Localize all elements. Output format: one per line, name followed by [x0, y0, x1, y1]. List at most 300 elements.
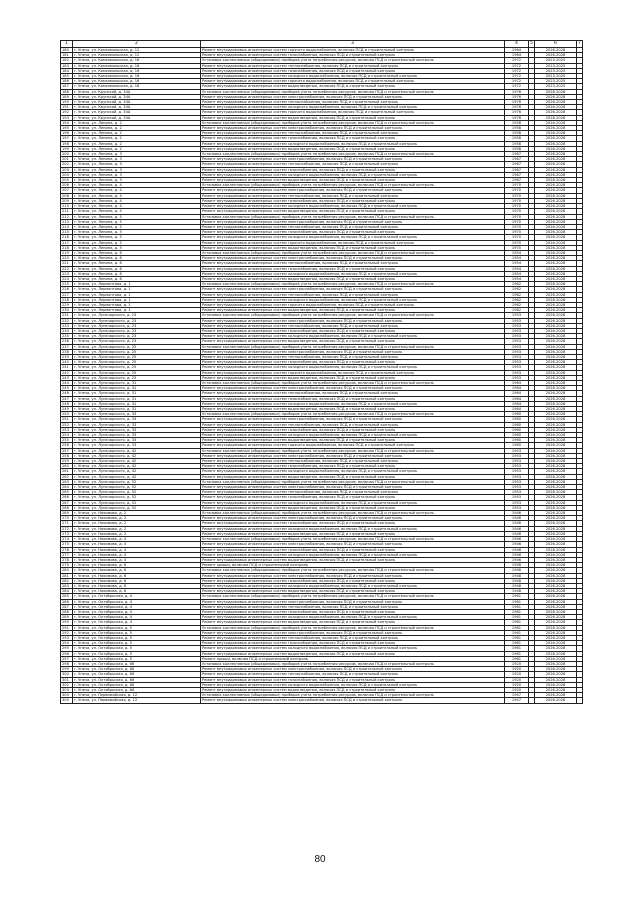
- address-cell: г. Унеча, ул. Луначарского, д. 52: [73, 485, 201, 490]
- year-built-cell: 1953: [505, 490, 529, 495]
- row-number-cell: 240: [61, 360, 73, 365]
- year-built-cell: 1964: [505, 381, 529, 386]
- address-cell: г. Унеча, ул. Ленина, д. 4: [73, 183, 201, 188]
- period-cell: 2026-2028: [535, 578, 577, 583]
- work-type-cell: Ремонт внутридомовых инженерных систем электроснабжения, включая ПСД и строительный контроль: [201, 386, 505, 391]
- period-cell: 2026-2028: [535, 302, 577, 307]
- address-cell: г. Унеча, ул. Ленина, д. 5: [73, 219, 201, 224]
- year-built-cell: 1960: [505, 433, 529, 438]
- address-cell: г. Унеча, ул. Луначарского, д. 42: [73, 459, 201, 464]
- work-type-cell: Ремонт внутридомовых инженерных систем теплоснабжения, включая ПСД и строительный контроль: [201, 261, 505, 266]
- year-built-cell: 1946: [505, 542, 529, 547]
- year-built-cell: 1970: [505, 183, 529, 188]
- row-number-cell: 225: [61, 282, 73, 287]
- period-cell: 2026-2028: [535, 339, 577, 344]
- address-cell: г. Унеча, ул. Ленина, д. 2: [73, 141, 201, 146]
- year-built-cell: 1960: [505, 443, 529, 448]
- year-built-cell: 1970: [505, 214, 529, 219]
- period-cell: 2026-2028: [535, 453, 577, 458]
- period-cell: 2026-2028: [535, 313, 577, 318]
- row-number-cell: 200: [61, 152, 73, 157]
- address-cell: г. Унеча, ул. Нахимова, д. 6: [73, 589, 201, 594]
- year-built-cell: 1953: [505, 370, 529, 375]
- year-built-cell: 1960: [505, 412, 529, 417]
- work-type-cell: Ремонт крыши, включая ПСД и строительный контроль: [201, 656, 505, 661]
- period-cell: 2026-2028: [535, 505, 577, 510]
- period-cell: 2026-2028: [535, 511, 577, 516]
- year-built-cell: 1967: [505, 157, 529, 162]
- address-cell: г. Унеча, ул. Луначарского, д. 23: [73, 323, 201, 328]
- work-type-cell: Ремонт внутридомовых инженерных систем водоотведения, включая ПСД и строительный контроль: [201, 407, 505, 412]
- address-cell: г. Унеча, ул. Луначарского, д. 52: [73, 495, 201, 500]
- address-cell: г. Унеча, ул. Крупской, д. 34А: [73, 115, 201, 120]
- period-cell: 2026-2028: [535, 235, 577, 240]
- year-built-cell: 1953: [505, 360, 529, 365]
- year-built-cell: 1920: [505, 682, 529, 687]
- row-number-cell: 244: [61, 381, 73, 386]
- address-cell: г. Унеча, ул. Луначарского, д. 42: [73, 474, 201, 479]
- row-number-cell: 279: [61, 563, 73, 568]
- work-type-cell: Установка коллективных (общедомовых) приборов учета потребления ресурсов, включая ПСД и строительный контроль: [201, 381, 505, 386]
- period-cell: 2026-2028: [535, 287, 577, 292]
- period-cell: 2026-2028: [535, 594, 577, 599]
- period-cell: 2026-2028: [535, 573, 577, 578]
- row-number-cell: 249: [61, 407, 73, 412]
- address-cell: г. Унеча, ул. Комсомольская, д. 16: [73, 58, 201, 63]
- period-cell: 2026-2028: [535, 282, 577, 287]
- row-number-cell: 299: [61, 667, 73, 672]
- year-built-cell: 1954: [505, 266, 529, 271]
- period-cell: 2026-2028: [535, 479, 577, 484]
- row-number-cell: 181: [61, 53, 73, 58]
- address-cell: г. Унеча, ул. Ленина, д. 2: [73, 126, 201, 131]
- period-cell: 2026-2028: [535, 516, 577, 521]
- row-number-cell: 234: [61, 328, 73, 333]
- row-number-cell: 198: [61, 141, 73, 146]
- year-built-cell: 1976: [505, 94, 529, 99]
- period-cell: 2026-2028: [535, 318, 577, 323]
- address-cell: г. Унеча, ул. Луначарского, д. 52: [73, 479, 201, 484]
- work-type-cell: Ремонт внутридомовых инженерных систем холодного водоснабжения, включая ПСД и строительный контроль: [201, 271, 505, 276]
- period-cell: 2026-2028: [535, 646, 577, 651]
- row-number-cell: 237: [61, 344, 73, 349]
- year-built-cell: 1967: [505, 167, 529, 172]
- address-cell: г. Унеча, ул. Нахимова, д. 2: [73, 521, 201, 526]
- work-type-cell: Установка коллективных (общедомовых) приборов учета потребления ресурсов, включая ПСД и строительный контроль: [201, 183, 505, 188]
- address-cell: г. Унеча, ул. Ленина, д. 3: [73, 172, 201, 177]
- work-type-cell: Ремонт внутридомовых инженерных систем водоотведения, включая ПСД и строительный контроль: [201, 209, 505, 214]
- period-cell: 2026-2028: [535, 526, 577, 531]
- period-cell: 2026-2028: [535, 240, 577, 245]
- work-type-cell: Ремонт внутридомовых инженерных систем газоснабжения, включая ПСД и строительный контроль: [201, 53, 505, 58]
- row-number-cell: 203: [61, 167, 73, 172]
- work-type-cell: Ремонт внутридомовых инженерных систем электроснабжения, включая ПСД и строительный контроль: [201, 630, 505, 635]
- year-built-cell: 1964: [505, 401, 529, 406]
- work-type-cell: Ремонт внутридомовых инженерных систем водоотведения, включая ПСД и строительный контроль: [201, 474, 505, 479]
- address-cell: г. Унеча, ул. Ленина, д. 2: [73, 136, 201, 141]
- period-cell: 2026-2028: [535, 500, 577, 505]
- address-cell: г. Унеча, ул. Ленина, д. 6: [73, 256, 201, 261]
- address-cell: г. Унеча, ул. Октябрьская, д. 66: [73, 682, 201, 687]
- address-cell: г. Унеча, ул. Октябрьская, д. 5: [73, 625, 201, 630]
- row-number-cell: 243: [61, 375, 73, 380]
- row-number-cell: 262: [61, 474, 73, 479]
- address-cell: г. Унеча, ул. Луначарского, д. 42: [73, 453, 201, 458]
- row-number-cell: 293: [61, 635, 73, 640]
- address-cell: г. Унеча, ул. Луначарского, д. 25: [73, 360, 201, 365]
- work-type-cell: Ремонт внутридомовых инженерных систем электроснабжения, включая ПСД и строительный контроль: [201, 453, 505, 458]
- year-built-cell: 1964: [505, 386, 529, 391]
- work-type-cell: Ремонт внутридомовых инженерных систем теплоснабжения, включая ПСД и строительный контроль: [201, 422, 505, 427]
- row-number-cell: 241: [61, 365, 73, 370]
- address-cell: г. Унеча, ул. Крупской, д. 34А: [73, 110, 201, 115]
- row-number-cell: 255: [61, 438, 73, 443]
- address-cell: г. Унеча, ул. Ленина, д. 2: [73, 146, 201, 151]
- address-cell: г. Унеча, ул. Ленина, д. 5: [73, 230, 201, 235]
- year-built-cell: 1953: [505, 474, 529, 479]
- address-cell: г. Унеча, ул. Лермонтова, д. 1: [73, 308, 201, 313]
- year-built-cell: 1961: [505, 604, 529, 609]
- year-built-cell: 1961: [505, 641, 529, 646]
- year-built-cell: 1970: [505, 240, 529, 245]
- row-number-cell: 197: [61, 136, 73, 141]
- address-cell: г. Унеча, ул. Лермонтова, д. 1: [73, 302, 201, 307]
- address-cell: г. Унеча, ул. Октябрьская, д. 4: [73, 594, 201, 599]
- row-number-cell: 201: [61, 157, 73, 162]
- address-cell: г. Унеча, ул. Октябрьская, д. 66: [73, 661, 201, 666]
- address-cell: г. Унеча, ул. Ленина, д. 3: [73, 178, 201, 183]
- row-number-cell: 300: [61, 672, 73, 677]
- address-cell: г. Унеча, ул. Луначарского, д. 31: [73, 381, 201, 386]
- work-type-cell: Ремонт внутридомовых инженерных систем горячего водоснабжения, включая ПСД и строительный контроль: [201, 370, 505, 375]
- year-built-cell: 1953: [505, 464, 529, 469]
- period-cell: 2026-2028: [535, 547, 577, 552]
- address-cell: г. Унеча, ул. Ленина, д. 5: [73, 224, 201, 229]
- work-type-cell: Ремонт внутридомовых инженерных систем холодного водоснабжения, включая ПСД и строительный контроль: [201, 433, 505, 438]
- row-number-cell: 304: [61, 693, 73, 698]
- row-number-cell: 298: [61, 661, 73, 666]
- year-built-cell: 1960: [505, 422, 529, 427]
- work-type-cell: Ремонт внутридомовых инженерных систем газоснабжения, включая ПСД и строительный контроль: [201, 136, 505, 141]
- row-number-cell: 290: [61, 620, 73, 625]
- period-cell: 2026-2028: [535, 589, 577, 594]
- address-cell: г. Унеча, ул. Луначарского, д. 31: [73, 407, 201, 412]
- year-built-cell: 1953: [505, 453, 529, 458]
- period-cell: 2026-2028: [535, 120, 577, 125]
- work-type-cell: Ремонт внутридомовых инженерных систем теплоснабжения, включая ПСД и строительный контроль: [201, 323, 505, 328]
- year-built-cell: 1967: [505, 152, 529, 157]
- address-cell: г. Унеча, ул. Луначарского, д. 33: [73, 412, 201, 417]
- year-built-cell: 1953: [505, 339, 529, 344]
- period-cell: 2026-2028: [535, 204, 577, 209]
- work-type-cell: Ремонт внутридомовых инженерных систем теплоснабжения, включая ПСД и строительный контроль: [201, 635, 505, 640]
- work-type-cell: Ремонт внутридомовых инженерных систем водоотведения, включая ПСД и строительный контроль: [201, 178, 505, 183]
- year-built-cell: 1920: [505, 661, 529, 666]
- document-sheet: [60, 40, 582, 704]
- period-cell: 2026-2028: [535, 256, 577, 261]
- extra-cell: [577, 698, 583, 703]
- work-type-cell: Ремонт внутридомовых инженерных систем газоснабжения, включая ПСД и строительный контроль: [201, 360, 505, 365]
- period-cell: 2026-2028: [535, 323, 577, 328]
- address-cell: г. Унеча, ул. Нахимова, д. 2: [73, 531, 201, 536]
- address-cell: г. Унеча, ул. Ленина, д. 3: [73, 157, 201, 162]
- year-built-cell: 1954: [505, 261, 529, 266]
- row-number-cell: 204: [61, 172, 73, 177]
- address-cell: г. Унеча, ул. Луначарского, д. 23: [73, 328, 201, 333]
- address-cell: г. Унеча, ул. Луначарского, д. 25: [73, 365, 201, 370]
- row-number-cell: 216: [61, 235, 73, 240]
- address-cell: г. Унеча, ул. Лермонтова, д. 1: [73, 282, 201, 287]
- column-header: 7: [578, 40, 581, 46]
- year-built-cell: 1946: [505, 552, 529, 557]
- year-built-cell: 1970: [505, 204, 529, 209]
- year-built-cell: 1972: [505, 74, 529, 79]
- row-number-cell: 224: [61, 276, 73, 281]
- year-built-cell: 1920: [505, 672, 529, 677]
- year-built-cell: 1961: [505, 599, 529, 604]
- work-type-cell: Ремонт внутридомовых инженерных систем водоотведения, включая ПСД и строительный контроль: [201, 687, 505, 692]
- address-cell: г. Унеча, ул. Нахимова, д. 4: [73, 552, 201, 557]
- period-cell: 2026-2028: [535, 417, 577, 422]
- period-cell: 2026-2028: [535, 412, 577, 417]
- address-cell: г. Унеча, ул. Ленина, д. 4: [73, 193, 201, 198]
- row-number-cell: 195: [61, 126, 73, 131]
- row-number-cell: 242: [61, 370, 73, 375]
- year-built-cell: 1948: [505, 589, 529, 594]
- year-built-cell: 1953: [505, 318, 529, 323]
- row-number-cell: 185: [61, 74, 73, 79]
- work-type-cell: Ремонт внутридомовых инженерных систем газоснабжения, включая ПСД и строительный контроль: [201, 641, 505, 646]
- address-cell: г. Унеча, ул. Луначарского, д. 23: [73, 313, 201, 318]
- period-cell: 2026-2028: [535, 141, 577, 146]
- year-built-cell: 1964: [505, 53, 529, 58]
- year-built-cell: 1948: [505, 573, 529, 578]
- row-number-cell: 182: [61, 58, 73, 63]
- row-number-cell: 214: [61, 224, 73, 229]
- work-type-cell: Ремонт внутридомовых инженерных систем водоотведения, включая ПСД и строительный контроль: [201, 375, 505, 380]
- address-cell: г. Унеча, ул. Нахимова, д. 6: [73, 583, 201, 588]
- period-cell: 2026-2028: [535, 677, 577, 682]
- year-built-cell: 1960: [505, 427, 529, 432]
- period-cell: 2026-2028: [535, 152, 577, 157]
- row-number-cell: 257: [61, 448, 73, 453]
- period-cell: 2026-2028: [535, 542, 577, 547]
- work-type-cell: Установка коллективных (общедомовых) приборов учета потребления ресурсов, включая ПСД и строительный контроль: [201, 120, 505, 125]
- work-type-cell: Установка коллективных (общедомовых) приборов учета потребления ресурсов, включая ПСД и строительный контроль: [201, 537, 505, 542]
- address-cell: г. Унеча, ул. Луначарского, д. 31: [73, 391, 201, 396]
- work-type-cell: Ремонт внутридомовых инженерных систем водоотведения, включая ПСД и строительный контроль: [201, 339, 505, 344]
- work-type-cell: Ремонт внутридомовых инженерных систем холодного водоснабжения, включая ПСД и строительный контроль: [201, 615, 505, 620]
- period-cell: 2026-2028: [535, 656, 577, 661]
- work-type-cell: Ремонт внутридомовых инженерных систем электроснабжения, включая ПСД и строительный контроль: [201, 599, 505, 604]
- year-built-cell: 1970: [505, 245, 529, 250]
- year-built-cell: 1953: [505, 349, 529, 354]
- address-cell: г. Унеча, ул. Комсомольская, д. 16: [73, 84, 201, 89]
- row-number-cell: 303: [61, 687, 73, 692]
- address-cell: г. Унеча, ул. Нахимова, д. 6: [73, 573, 201, 578]
- year-built-cell: 1953: [505, 328, 529, 333]
- work-type-cell: Ремонт внутридомовых инженерных систем электроснабжения, включая ПСД и строительный контроль: [201, 287, 505, 292]
- year-built-cell: 1953: [505, 505, 529, 510]
- year-built-cell: 1962: [505, 297, 529, 302]
- address-cell: г. Унеча, ул. Ленина, д. 4: [73, 188, 201, 193]
- work-type-cell: Ремонт внутридомовых инженерных систем газоснабжения, включая ПСД и строительный контроль: [201, 578, 505, 583]
- column-header: 6: [535, 41, 577, 48]
- work-type-cell: Установка коллективных (общедомовых) приборов учета потребления ресурсов, включая ПСД и строительный контроль: [201, 693, 505, 698]
- period-cell: 2023-2025: [535, 68, 577, 73]
- row-number-cell: 248: [61, 401, 73, 406]
- period-cell: 2026-2028: [535, 131, 577, 136]
- work-type-cell: Ремонт внутридомовых инженерных систем холодного водоснабжения, включая ПСД и строительный контроль: [201, 500, 505, 505]
- row-number-cell: 301: [61, 677, 73, 682]
- year-built-cell: 1958: [505, 141, 529, 146]
- period-cell: 2026-2028: [535, 224, 577, 229]
- work-type-cell: Ремонт внутридомовых инженерных систем газоснабжения, включая ПСД и строительный контроль: [201, 266, 505, 271]
- work-type-cell: Установка коллективных (общедомовых) приборов учета потребления ресурсов, включая ПСД и строительный контроль: [201, 625, 505, 630]
- work-type-cell: Ремонт внутридомовых инженерных систем газоснабжения, включая ПСД и строительный контроль: [201, 328, 505, 333]
- period-cell: 2026-2028: [535, 448, 577, 453]
- address-cell: г. Унеча, ул. Нахимова, д. 2: [73, 511, 201, 516]
- row-number-cell: 258: [61, 453, 73, 458]
- work-type-cell: Ремонт внутридомовых инженерных систем теплоснабжения, включая ПСД и строительный контроль: [201, 459, 505, 464]
- work-type-cell: Установка коллективных (общедомовых) приборов учета потребления ресурсов, включая ПСД и строительный контроль: [201, 568, 505, 573]
- work-type-cell: Ремонт внутридомовых инженерных систем теплоснабжения, включая ПСД и строительный контроль: [201, 292, 505, 297]
- work-type-cell: Ремонт внутридомовых инженерных систем холодного водоснабжения, включая ПСД и строительный контроль: [201, 105, 505, 110]
- period-cell: 2026-2028: [535, 568, 577, 573]
- row-number-cell: 297: [61, 656, 73, 661]
- address-cell: г. Унеча, ул. Луначарского, д. 23: [73, 339, 201, 344]
- address-cell: г. Унеча, ул. Луначарского, д. 25: [73, 354, 201, 359]
- period-cell: 2026-2028: [535, 672, 577, 677]
- work-type-cell: Ремонт внутридомовых инженерных систем газоснабжения, включая ПСД и строительный контроль: [201, 521, 505, 526]
- work-type-cell: Установка коллективных (общедомовых) приборов учета потребления ресурсов, включая ПСД и строительный контроль: [201, 511, 505, 516]
- period-cell: 2026-2028: [535, 178, 577, 183]
- row-number-cell: 230: [61, 308, 73, 313]
- year-built-cell: 1953: [505, 500, 529, 505]
- work-type-cell: Ремонт внутридомовых инженерных систем горячего водоснабжения, включая ПСД и строительный контроль: [201, 48, 505, 53]
- year-built-cell: 1947: [505, 693, 529, 698]
- row-number-cell: 208: [61, 193, 73, 198]
- row-number-cell: 296: [61, 651, 73, 656]
- period-cell: 2026-2028: [535, 521, 577, 526]
- year-built-cell: 1946: [505, 557, 529, 562]
- year-built-cell: 1960: [505, 438, 529, 443]
- work-type-cell: Ремонт внутридомовых инженерных систем электроснабжения, включая ПСД и строительный контроль: [201, 126, 505, 131]
- period-cell: 2026-2028: [535, 552, 577, 557]
- row-number-cell: 190: [61, 100, 73, 105]
- row-number-cell: 215: [61, 230, 73, 235]
- work-type-cell: Ремонт внутридомовых инженерных систем электроснабжения, включая ПСД и строительный контроль: [201, 417, 505, 422]
- address-cell: г. Унеча, ул. Лермонтова, д. 1: [73, 297, 201, 302]
- period-cell: 2026-2028: [535, 599, 577, 604]
- year-built-cell: 1962: [505, 287, 529, 292]
- work-type-cell: Ремонт внутридомовых инженерных систем газоснабжения, включая ПСД и строительный контроль: [201, 495, 505, 500]
- work-type-cell: Ремонт внутридомовых инженерных систем газоснабжения, включая ПСД и строительный контроль: [201, 198, 505, 203]
- address-cell: г. Унеча, ул. Ленина, д. 6: [73, 271, 201, 276]
- work-type-cell: Ремонт внутридомовых инженерных систем горячего водоснабжения, включая ПСД и строительный контроль: [201, 79, 505, 84]
- row-number-cell: 209: [61, 198, 73, 203]
- year-built-cell: 1953: [505, 323, 529, 328]
- year-built-cell: 1972: [505, 79, 529, 84]
- row-number-cell: 273: [61, 531, 73, 536]
- period-cell: 2026-2028: [535, 334, 577, 339]
- work-type-cell: Ремонт внутридомовых инженерных систем электроснабжения, включая ПСД и строительный контроль: [201, 698, 505, 703]
- year-built-cell: 1946: [505, 516, 529, 521]
- work-type-cell: Установка коллективных (общедомовых) приборов учета потребления ресурсов, включая ПСД и строительный контроль: [201, 89, 505, 94]
- work-type-cell: Ремонт внутридомовых инженерных систем электроснабжения, включая ПСД и строительный контроль: [201, 219, 505, 224]
- year-built-cell: 1954: [505, 250, 529, 255]
- address-cell: г. Унеча, ул. Нахимова, д. 4: [73, 547, 201, 552]
- row-number-cell: 289: [61, 615, 73, 620]
- row-number-cell: 268: [61, 505, 73, 510]
- period-cell: 2026-2028: [535, 625, 577, 630]
- address-cell: г. Унеча, ул. Нахимова, д. 4: [73, 542, 201, 547]
- work-type-cell: Ремонт внутридомовых инженерных систем теплоснабжения, включая ПСД и строительный контроль: [201, 490, 505, 495]
- row-number-cell: 265: [61, 490, 73, 495]
- work-type-cell: Ремонт внутридомовых инженерных систем холодного водоснабжения, включая ПСД и строительный контроль: [201, 297, 505, 302]
- row-number-cell: 184: [61, 68, 73, 73]
- year-built-cell: 1970: [505, 224, 529, 229]
- row-number-cell: 251: [61, 417, 73, 422]
- period-cell: 2026-2028: [535, 557, 577, 562]
- address-cell: г. Унеча, ул. Ленина, д. 6: [73, 266, 201, 271]
- period-cell: 2026-2028: [535, 308, 577, 313]
- row-number-cell: 267: [61, 500, 73, 505]
- period-cell: 2026-2028: [535, 682, 577, 687]
- period-cell: 2026-2028: [535, 464, 577, 469]
- work-type-cell: Ремонт внутридомовых инженерных систем водоотведения, включая ПСД и строительный контроль: [201, 308, 505, 313]
- work-type-cell: Ремонт внутридомовых инженерных систем газоснабжения, включая ПСД и строительный контроль: [201, 396, 505, 401]
- address-cell: г. Унеча, ул. Луначарского, д. 23: [73, 334, 201, 339]
- address-cell: г. Унеча, ул. Луначарского, д. 33: [73, 427, 201, 432]
- year-built-cell: 1946: [505, 547, 529, 552]
- work-type-cell: Ремонт внутридомовых инженерных систем водоотведения, включая ПСД и строительный контроль: [201, 245, 505, 250]
- work-type-cell: Ремонт внутридомовых инженерных систем электроснабжения, включая ПСД и строительный контроль: [201, 256, 505, 261]
- period-cell: 2026-2028: [535, 157, 577, 162]
- year-built-cell: 1953: [505, 375, 529, 380]
- row-number-cell: 212: [61, 214, 73, 219]
- work-type-cell: Ремонт внутридомовых инженерных систем электроснабжения, включая ПСД и строительный контроль: [201, 94, 505, 99]
- row-number-cell: 250: [61, 412, 73, 417]
- work-type-cell: Установка коллективных (общедомовых) приборов учета потребления ресурсов, включая ПСД и строительный контроль: [201, 344, 505, 349]
- period-cell: 2026-2028: [535, 427, 577, 432]
- address-cell: г. Унеча, ул. Ленина, д. 6: [73, 276, 201, 281]
- year-built-cell: 1946: [505, 511, 529, 516]
- work-type-cell: Ремонт внутридомовых инженерных систем холодного водоснабжения, включая ПСД и строительный контроль: [201, 469, 505, 474]
- work-type-cell: Ремонт внутридомовых инженерных систем холодного водоснабжения, включая ПСД и строительный контроль: [201, 583, 505, 588]
- address-cell: г. Унеча, ул. Октябрьская, д. 4: [73, 599, 201, 604]
- row-number-cell: 263: [61, 479, 73, 484]
- row-number-cell: 194: [61, 120, 73, 125]
- row-number-cell: 261: [61, 469, 73, 474]
- year-built-cell: 1946: [505, 531, 529, 536]
- address-cell: г. Унеча, ул. Луначарского, д. 25: [73, 375, 201, 380]
- period-cell: 2026-2028: [535, 230, 577, 235]
- year-built-cell: 1960: [505, 417, 529, 422]
- period-cell: 2026-2028: [535, 349, 577, 354]
- work-type-cell: Ремонт внутридомовых инженерных систем теплоснабжения, включая ПСД и строительный контроль: [201, 100, 505, 105]
- row-number-cell: 191: [61, 105, 73, 110]
- row-number-cell: 226: [61, 287, 73, 292]
- work-type-cell: Ремонт внутридомовых инженерных систем теплоснабжения, включая ПСД и строительный контроль: [201, 193, 505, 198]
- row-number-cell: 277: [61, 552, 73, 557]
- work-type-cell: Ремонт внутридомовых инженерных систем газоснабжения, включая ПСД и строительный контроль: [201, 609, 505, 614]
- work-type-cell: Установка коллективных (общедомовых) приборов учета потребления ресурсов, включая ПСД и строительный контроль: [201, 250, 505, 255]
- address-cell: г. Унеча, ул. Ленина, д. 3: [73, 167, 201, 172]
- period-cell: 2026-2028: [535, 266, 577, 271]
- work-type-cell: Установка коллективных (общедомовых) приборов учета потребления ресурсов, включая ПСД и строительный контроль: [201, 152, 505, 157]
- row-number-cell: 238: [61, 349, 73, 354]
